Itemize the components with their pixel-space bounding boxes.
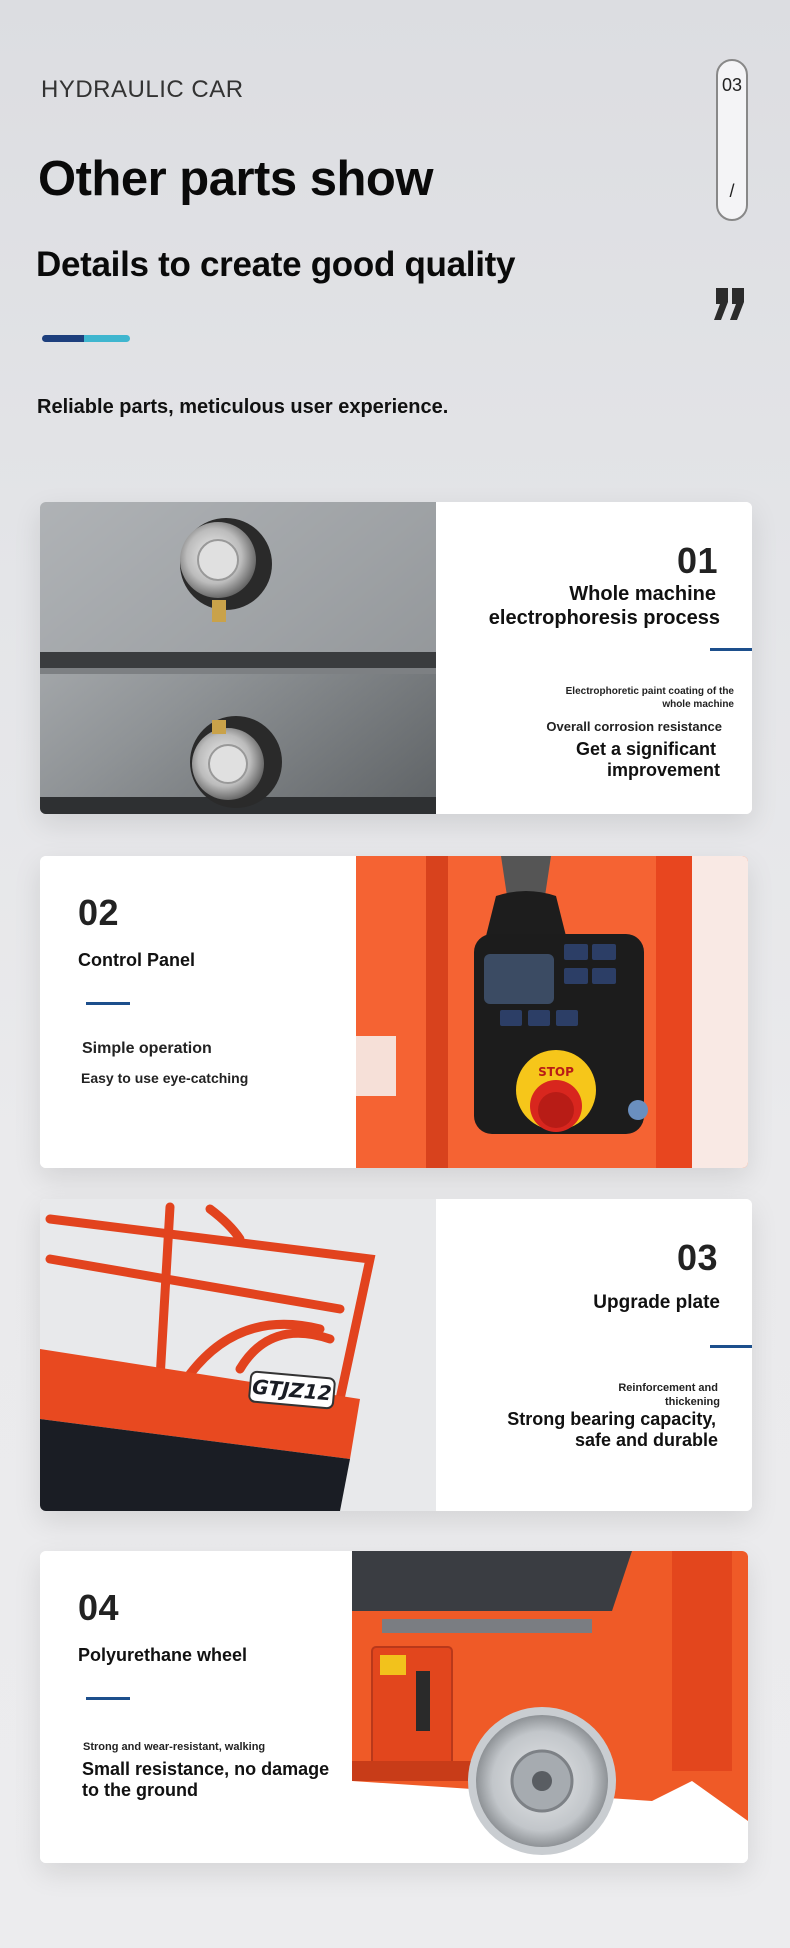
feature-text-panel — [40, 856, 356, 1168]
page-title: Other parts show — [38, 152, 433, 206]
header-tag: HYDRAULIC CAR — [41, 76, 244, 103]
accent-bar — [42, 335, 130, 342]
feature-text-panel — [40, 1551, 352, 1863]
platform-rail-photo — [40, 1199, 436, 1511]
feature-big-line1: Strong bearing capacity, — [507, 1409, 716, 1429]
feature-title-line1: Whole machine — [569, 583, 716, 605]
feature-text-panel — [436, 1199, 752, 1511]
feature-title-line2: electrophoresis process — [488, 607, 720, 629]
feature-small-line: Strong and wear-resistant, walking — [83, 1741, 266, 1753]
feature-big-line1: Get a significant — [575, 739, 716, 759]
feature-title: Upgrade plate — [593, 1292, 720, 1313]
page-number: 03 — [721, 75, 743, 95]
feature-text-panel — [436, 502, 752, 814]
bolt-plate-photo — [40, 502, 436, 814]
feature-small-line1: Reinforcement and — [618, 1382, 718, 1394]
feature-title: Polyurethane wheel — [78, 1645, 248, 1665]
feature-accent-line — [86, 1002, 130, 1005]
feature-card-upgrade-plate — [40, 1199, 752, 1511]
feature-big-line2: safe and durable — [574, 1430, 718, 1450]
feature-number: 01 — [676, 540, 718, 581]
feature-line2: Easy to use eye-catching — [81, 1070, 249, 1086]
page-subtitle: Details to create good quality — [36, 245, 516, 284]
feature-big-line2: improvement — [606, 760, 720, 780]
feature-big-line1: Small resistance, no damage — [82, 1759, 330, 1779]
feature-card-electrophoresis — [40, 502, 752, 814]
page-indicator — [716, 59, 748, 221]
feature-line1: Simple operation — [82, 1040, 212, 1057]
feature-accent-line — [710, 648, 752, 651]
feature-mid-line: Overall corrosion resistance — [546, 719, 722, 734]
wheel-chassis-photo — [352, 1551, 748, 1863]
feature-small-line2: whole machine — [662, 699, 734, 710]
feature-number: 03 — [676, 1237, 718, 1278]
feature-number: 02 — [78, 892, 120, 933]
quote-icon — [712, 286, 748, 326]
feature-card-polyurethane-wheel — [40, 1551, 748, 1863]
stop-label: STOP — [538, 1065, 574, 1079]
feature-big-line2: to the ground — [82, 1780, 198, 1800]
model-label: GTJZ12 — [251, 1374, 333, 1406]
feature-title: Control Panel — [78, 950, 196, 970]
control-box-photo — [356, 856, 748, 1168]
feature-accent-line — [710, 1345, 752, 1348]
feature-accent-line — [86, 1697, 130, 1700]
feature-small-line1: Electrophoretic paint coating of the — [565, 686, 734, 697]
feature-small-line2: thickening — [664, 1396, 720, 1408]
page-description: Reliable parts, meticulous user experience. — [37, 396, 449, 418]
feature-card-control-panel — [40, 856, 748, 1168]
feature-number: 04 — [78, 1587, 120, 1628]
page-separator: / — [729, 181, 735, 201]
